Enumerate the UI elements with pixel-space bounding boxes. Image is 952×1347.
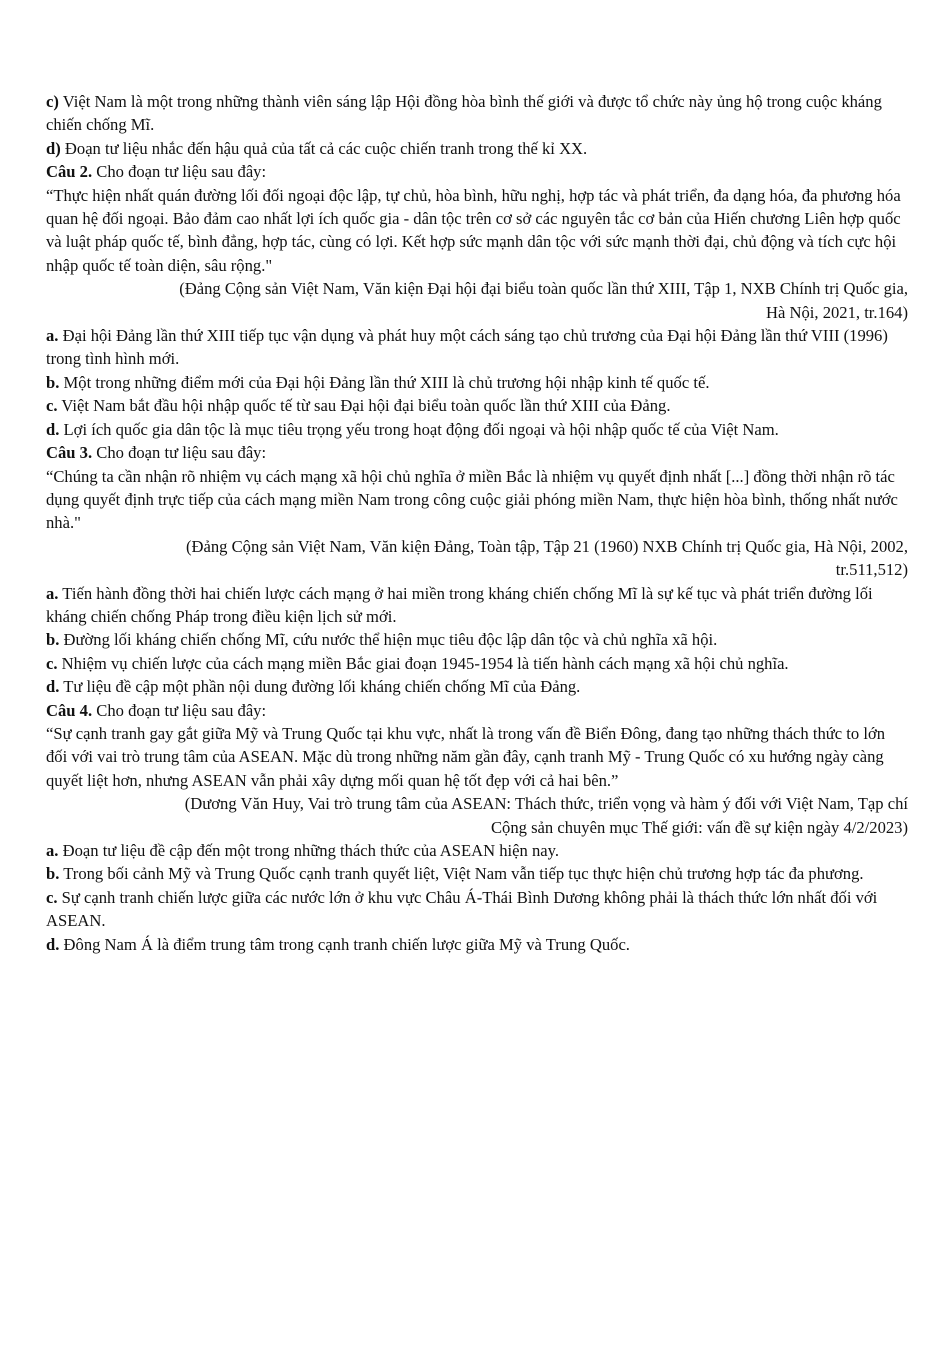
- question-3-heading: [46, 441, 908, 464]
- item-label: d.: [46, 419, 60, 439]
- item-text: Đoạn tư liệu đề cập đến một trong những thách thức của ASEAN hiện nay.: [58, 841, 560, 860]
- item-text: Việt Nam bắt đầu hội nhập quốc tế từ sau Đại hội đại biểu toàn quốc lần thứ XIII của Đảng.: [57, 396, 671, 416]
- item-text: Lợi ích quốc gia dân tộc là mục tiêu trọng yếu trong hoạt động đối ngoại và hội nhập quốc tế của Việt Nam.: [59, 419, 779, 439]
- question-4-item-d: [46, 933, 908, 956]
- question-label: Câu 4.: [46, 700, 93, 720]
- item-text: Sự cạnh tranh chiến lược giữa các nước lớn ở khu vực Châu Á-Thái Bình Dương không phải là thách thức lớn nhất đối với ASEAN.: [46, 887, 878, 931]
- item-text: Tư liệu đề cập một phần nội dung đường lối kháng chiến chống Mĩ của Đảng.: [59, 677, 581, 697]
- question-3-item-a: [46, 582, 908, 629]
- question-label: Câu 3.: [46, 443, 93, 463]
- question-4-quote: “Sự cạnh tranh gay gắt giữa Mỹ và Trung Quốc tại khu vực, nhất là trong vấn đề Biển Đông, đang tạo những thách thức to lớn đối với vai trò trung tâm của ASEAN. Mặc dù trong những năm gần đây, cạnh tranh Mỹ - Trung Quốc có xu hướng ngày càng quyết liệt hơn, nhưng ASEAN vẫn phải xây dựng mối quan hệ tốt đẹp với cả hai bên.”: [46, 723, 886, 790]
- item-text: Một trong những điểm mới của Đại hội Đảng lần thứ XIII là chủ trương hội nhập kinh tế quốc tế.: [59, 372, 710, 392]
- item-label: c): [46, 92, 59, 111]
- question-prompt: Cho đoạn tư liệu sau đây:: [92, 443, 267, 463]
- item-text: Đoạn tư liệu nhắc đến hậu quả của tất cả các cuộc chiến tranh trong thế kỉ XX.: [60, 138, 588, 158]
- item-label: c.: [46, 653, 58, 673]
- question-prompt: Cho đoạn tư liệu sau đây:: [92, 162, 267, 182]
- item-label: b.: [46, 372, 60, 392]
- source-line: Hà Nội, 2021, tr.164): [766, 302, 908, 322]
- item-text: Việt Nam là một trong những thành viên sáng lập Hội đồng hòa bình thế giới và được tổ chức này ủng hộ trong cuộc kháng chiến chống Mĩ.: [46, 92, 882, 135]
- item-label: a.: [46, 841, 59, 860]
- question-2-item-b: [46, 371, 908, 394]
- item-label: a.: [46, 326, 59, 346]
- question-2-heading: [46, 160, 908, 183]
- item-label: c.: [46, 887, 58, 907]
- question-2-item-d: [46, 418, 908, 441]
- question-3-item-d: [46, 675, 908, 698]
- source-line: tr.511,512): [835, 560, 908, 580]
- item-label: c.: [46, 396, 58, 416]
- source-line: (Dương Văn Huy, Vai trò trung tâm của ASEAN: Thách thức, triển vọng và hàm ý đối với Việt Nam, Tạp chí: [184, 794, 908, 814]
- source-line: (Đảng Cộng sản Việt Nam, Văn kiện Đảng, Toàn tập, Tập 21 (1960) NXB Chính trị Quốc gia, Hà Nội, 2002,: [185, 536, 908, 556]
- item-text: Tiến hành đồng thời hai chiến lược cách mạng ở hai miền trong kháng chiến chống Mĩ là sự kế tục và phát triển đường lối kháng chiến chống Pháp trong điều kiện lịch sử mới.: [46, 583, 873, 626]
- question-3-quote: “Chúng ta cần nhận rõ nhiệm vụ cách mạng xã hội chủ nghĩa ở miền Bắc là nhiệm vụ quyết định nhất [...] đồng thời nhận rõ tác dụng quyết định trực tiếp của cách mạng miền Nam trong công cuộc giải phóng miền Nam, thực hiện hòa bình, thống nhất nước nhà.": [46, 466, 898, 533]
- item-label: b.: [46, 864, 60, 884]
- question-2-item-c: [46, 394, 908, 417]
- question-prompt: Cho đoạn tư liệu sau đây:: [92, 700, 267, 720]
- item-text: Đường lối kháng chiến chống Mĩ, cứu nước thể hiện mục tiêu độc lập dân tộc và chủ nghĩa xã hội.: [59, 630, 718, 650]
- item-text: Trong bối cảnh Mỹ và Trung Quốc cạnh tranh quyết liệt, Việt Nam vẫn tiếp tục thực hiện chủ trương hợp tác đa phương.: [59, 864, 864, 884]
- question-4-heading: [46, 699, 908, 722]
- question-4-item-c: [46, 886, 908, 933]
- item-label: d.: [46, 934, 60, 954]
- item-text: Đông Nam Á là điểm trung tâm trong cạnh tranh chiến lược giữa Mỹ và Trung Quốc.: [59, 934, 630, 954]
- item-label: d): [46, 138, 61, 158]
- question-3-source: [46, 535, 908, 582]
- question-4-item-b: [46, 862, 908, 885]
- item-text: Đại hội Đảng lần thứ XIII tiếp tục vận dụng và phát huy một cách sáng tạo chủ trương của Đại hội Đảng lần thứ VIII (1996) trong tình hình mới.: [46, 326, 888, 369]
- question-2-quote: “Thực hiện nhất quán đường lối đối ngoại độc lập, tự chủ, hòa bình, hữu nghị, hợp tác và phát triển, đa dạng hóa, đa phương hóa quan hệ đối ngoại. Bảo đảm cao nhất lợi ích quốc gia - dân tộc trên cơ sở các nguyên tắc cơ bản của Hiến chương Liên hợp quốc và luật pháp quốc tế, bình đẳng, hợp tác, cùng có lợi. Kết hợp sức mạnh dân tộc với sức mạnh thời đại, chủ động và tích cực hội nhập quốc tế toàn diện, sâu rộng.": [46, 185, 901, 275]
- question-3-item-b: [46, 628, 908, 651]
- source-line: (Đảng Cộng sản Việt Nam, Văn kiện Đại hội đại biểu toàn quốc lần thứ XIII, Tập 1, NXB Chính trị Quốc gia,: [179, 279, 908, 299]
- item-label: b.: [46, 630, 60, 650]
- question-3-item-c: [46, 652, 908, 675]
- item-label: a.: [46, 583, 59, 603]
- intro-item-d: [46, 137, 908, 160]
- question-2-item-a: [46, 324, 908, 371]
- intro-item-c: [46, 90, 908, 137]
- item-text: Nhiệm vụ chiến lược của cách mạng miền Bắc giai đoạn 1945-1954 là tiến hành cách mạng xã hội chủ nghĩa.: [57, 653, 789, 673]
- question-4-item-a: [46, 839, 908, 862]
- question-2-source: [46, 277, 908, 324]
- item-label: d.: [46, 677, 60, 697]
- document-page: [46, 90, 908, 956]
- question-4-source: [46, 792, 908, 839]
- question-label: Câu 2.: [46, 162, 93, 182]
- source-line: Cộng sản chuyên mục Thế giới: vấn đề sự kiện ngày 4/2/2023): [490, 817, 908, 837]
